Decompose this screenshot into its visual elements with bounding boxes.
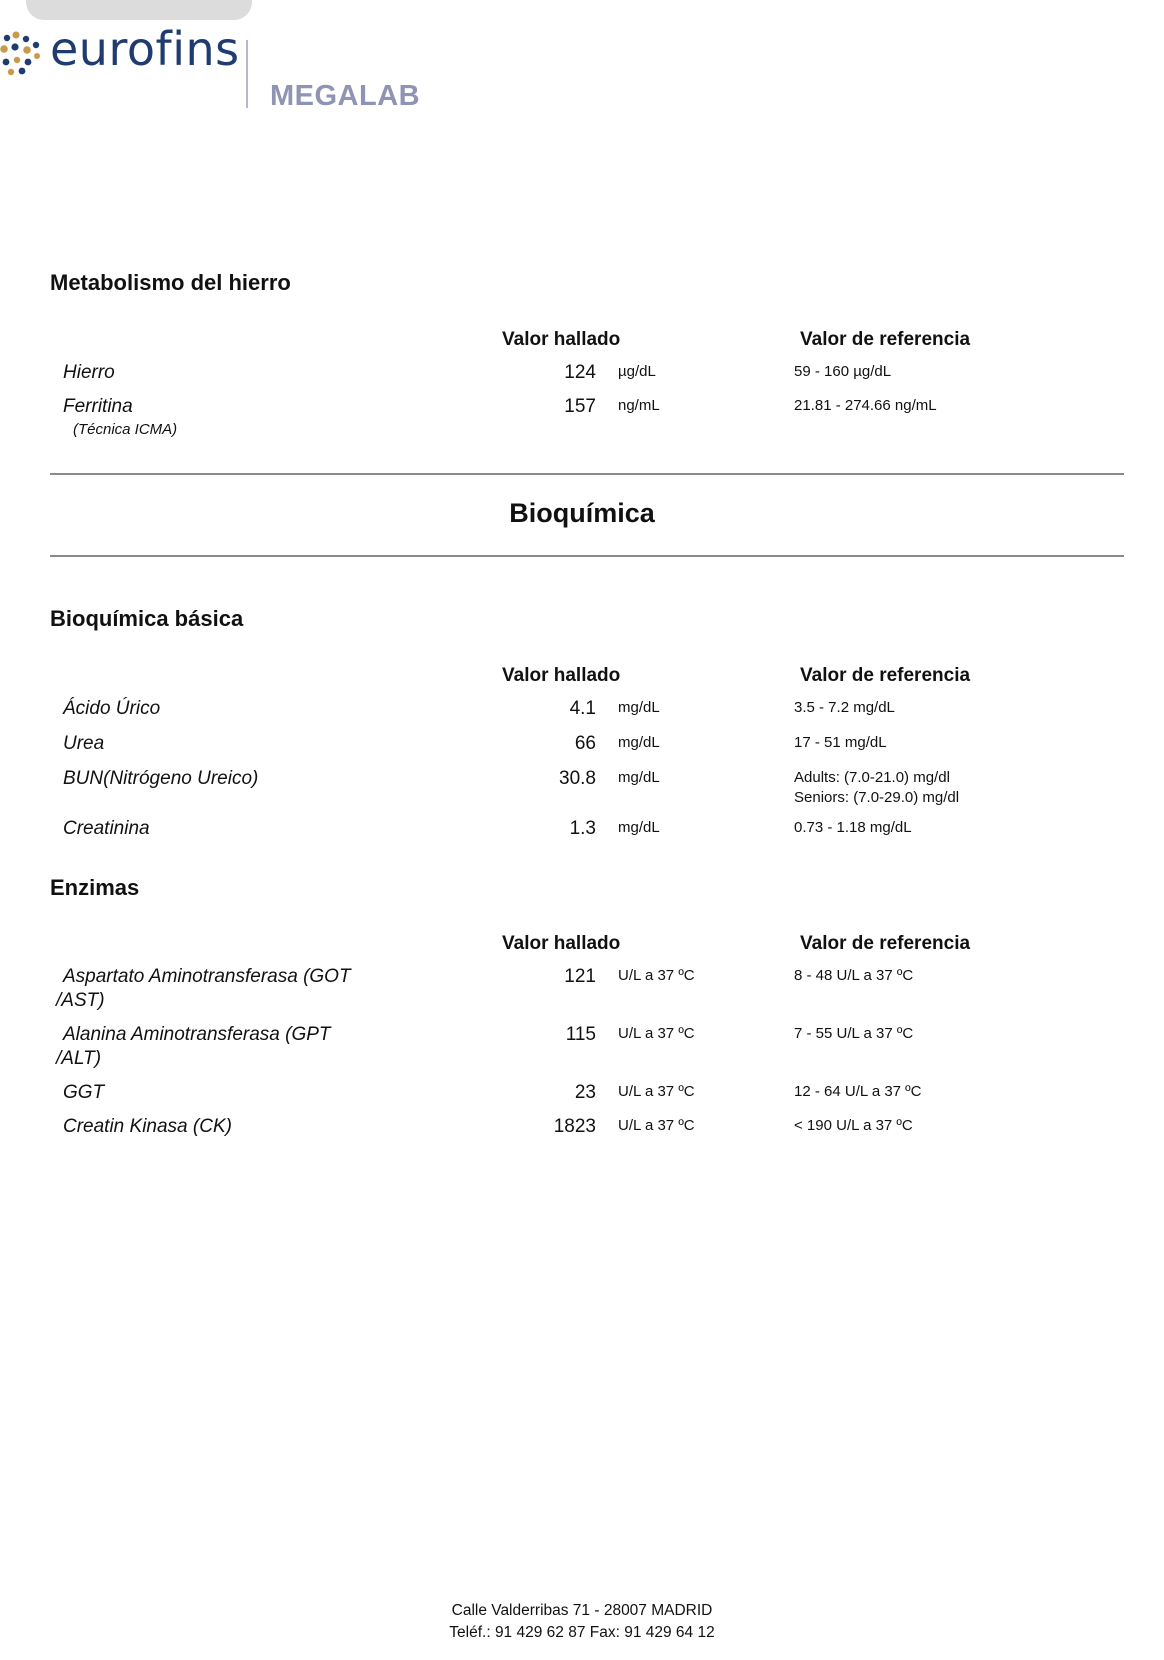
chapter-title: Bioquímica — [509, 498, 655, 528]
section-title-basic: Bioquímica básica — [50, 606, 244, 631]
test-value: 66 — [574, 733, 596, 754]
test-value: 115 — [565, 1024, 596, 1045]
col-header-found: Valor hallado — [502, 329, 621, 350]
test-reference-line2: Seniors: (7.0-29.0) mg/dl — [794, 789, 960, 806]
divider-bottom — [50, 555, 1124, 557]
test-name: Alanina Aminotransferasa (GPT — [63, 1024, 331, 1045]
test-reference: 21.81 - 274.66 ng/mL — [794, 397, 937, 414]
col-header-reference: Valor de referencia — [800, 665, 971, 686]
test-value: 1823 — [553, 1116, 596, 1137]
test-unit: U/L a 37 ºC — [618, 1025, 695, 1042]
test-unit: mg/dL — [618, 819, 660, 836]
test-reference: Adults: (7.0-21.0) mg/dl — [794, 769, 950, 786]
test-value: 23 — [574, 1082, 596, 1103]
test-reference: 12 - 64 U/L a 37 ºC — [794, 1083, 922, 1100]
test-value: 1.3 — [569, 818, 596, 839]
test-reference: 0.73 - 1.18 mg/dL — [794, 819, 912, 836]
test-unit: mg/dL — [618, 769, 660, 786]
test-name-line2: /AST) — [56, 990, 105, 1011]
test-reference: 3.5 - 7.2 mg/dL — [794, 699, 895, 716]
test-method-note: (Técnica ICMA) — [73, 421, 178, 438]
test-name: Urea — [63, 733, 105, 754]
test-unit: U/L a 37 ºC — [618, 1117, 695, 1134]
footer-phone: Teléf.: 91 429 62 87 Fax: 91 429 64 12 — [449, 1624, 715, 1641]
test-reference: 8 - 48 U/L a 37 ºC — [794, 967, 914, 984]
test-unit: µg/dL — [618, 363, 656, 380]
test-value: 30.8 — [559, 768, 596, 789]
test-name: Creatin Kinasa (CK) — [63, 1116, 232, 1137]
test-value: 157 — [564, 396, 596, 417]
test-name-line2: /ALT) — [56, 1048, 102, 1069]
test-value: 121 — [564, 966, 596, 987]
test-name: Aspartato Aminotransferasa (GOT — [63, 966, 351, 987]
logo-divider — [246, 40, 248, 108]
test-reference: 7 - 55 U/L a 37 ºC — [794, 1025, 914, 1042]
test-reference: 59 - 160 µg/dL — [794, 363, 892, 380]
test-name: Ácido Úrico — [63, 698, 161, 719]
test-unit: mg/dL — [618, 734, 660, 751]
test-name: Hierro — [63, 362, 115, 383]
divider-top — [50, 473, 1124, 475]
col-header-found: Valor hallado — [502, 665, 621, 686]
test-value: 4.1 — [569, 698, 596, 719]
footer-address: Calle Valderribas 71 - 28007 MADRID — [451, 1602, 713, 1619]
top-scroll-tab — [26, 0, 252, 20]
test-unit: U/L a 37 ºC — [618, 967, 695, 984]
eurofins-logo-icon — [0, 30, 44, 80]
col-header-reference: Valor de referencia — [800, 329, 971, 350]
col-header-found: Valor hallado — [502, 933, 621, 954]
col-header-reference: Valor de referencia — [800, 933, 971, 954]
test-name: Creatinina — [63, 818, 150, 839]
test-name: GGT — [63, 1082, 105, 1103]
lab-name: MEGALAB — [270, 80, 421, 112]
test-value: 124 — [564, 362, 596, 383]
test-name: Ferritina — [63, 396, 133, 417]
test-reference: 17 - 51 mg/dL — [794, 734, 887, 751]
test-unit: ng/mL — [618, 397, 660, 414]
section-title-iron: Metabolismo del hierro — [50, 270, 291, 295]
logo-wordmark: eurofins — [50, 22, 240, 76]
test-reference: < 190 U/L a 37 ºC — [794, 1117, 913, 1134]
test-unit: mg/dL — [618, 699, 660, 716]
test-name: BUN(Nitrógeno Ureico) — [63, 768, 259, 789]
test-unit: U/L a 37 ºC — [618, 1083, 695, 1100]
section-title-enzymes: Enzimas — [50, 875, 140, 900]
